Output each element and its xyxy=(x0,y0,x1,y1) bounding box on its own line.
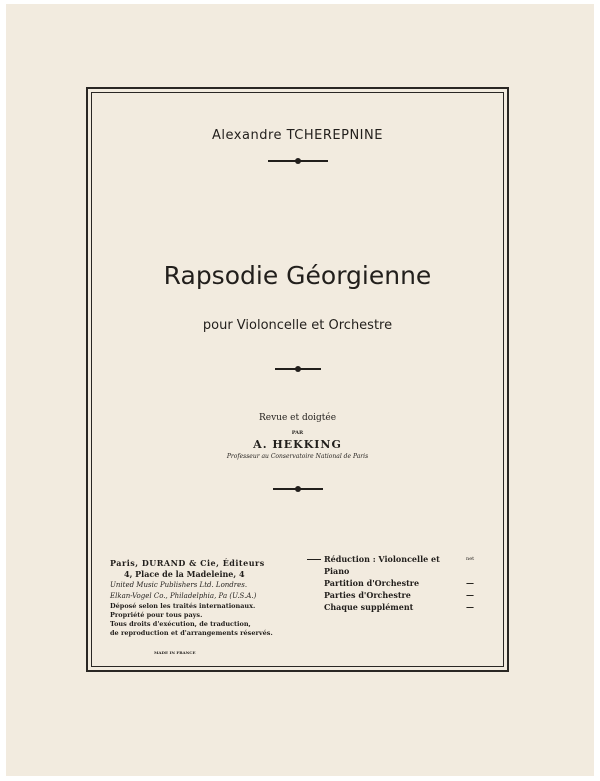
edition-item xyxy=(307,601,474,613)
cover-page xyxy=(6,4,594,776)
agent: Elkan-Vogel Co., Philadelphia, Pa (U.S.A.) xyxy=(110,592,257,600)
made-in-label: MADE IN FRANCE xyxy=(154,650,196,655)
editions-list xyxy=(307,553,474,613)
ornament-divider xyxy=(268,160,328,162)
edition-price: net xyxy=(466,556,475,562)
edition-label: Réduction : Violoncelle et Piano xyxy=(324,554,440,576)
edition-item xyxy=(307,589,474,601)
rights-line: de reproduction et d'arrangements réservés. xyxy=(110,629,273,637)
leader-rule xyxy=(307,553,321,560)
edition-label: Chaque supplément xyxy=(324,602,414,612)
rights-line: Propriété pour tous pays. xyxy=(110,611,203,619)
edition-price: — xyxy=(466,602,474,612)
rights-line: Tous droits d'exécution, de traduction, xyxy=(110,620,251,628)
ornament-divider xyxy=(273,488,323,490)
composer-name: Alexandre TCHEREPNINE xyxy=(212,128,383,143)
rights-line: Déposé selon les traités internationaux. xyxy=(110,602,256,610)
work-subtitle: pour Violoncelle et Orchestre xyxy=(202,318,393,333)
editor-name: A. HEKKING xyxy=(253,438,342,451)
edition-price: — xyxy=(466,590,474,600)
edition-label: Partition d'Orchestre xyxy=(324,578,420,588)
by-label: PAR xyxy=(291,430,304,436)
edition-item xyxy=(307,553,474,577)
ornament-divider xyxy=(275,368,321,370)
title-frame xyxy=(86,87,509,672)
editor-title: Professeur au Conservatoire National de Paris xyxy=(226,453,369,460)
publisher-name: Paris, DURAND & Cie, Éditeurs xyxy=(110,558,265,568)
inner-border xyxy=(91,92,504,667)
publisher-address: 4, Place de la Madeleine, 4 xyxy=(124,569,245,579)
edition-price: — xyxy=(466,578,474,588)
edition-label: Parties d'Orchestre xyxy=(324,590,411,600)
edition-item xyxy=(307,577,474,589)
revision-label: Revue et doigtée xyxy=(258,413,337,423)
work-title: Rapsodie Géorgienne xyxy=(163,261,432,290)
publisher-block xyxy=(110,558,273,638)
agent: United Music Publishers Ltd. Londres. xyxy=(110,581,248,589)
